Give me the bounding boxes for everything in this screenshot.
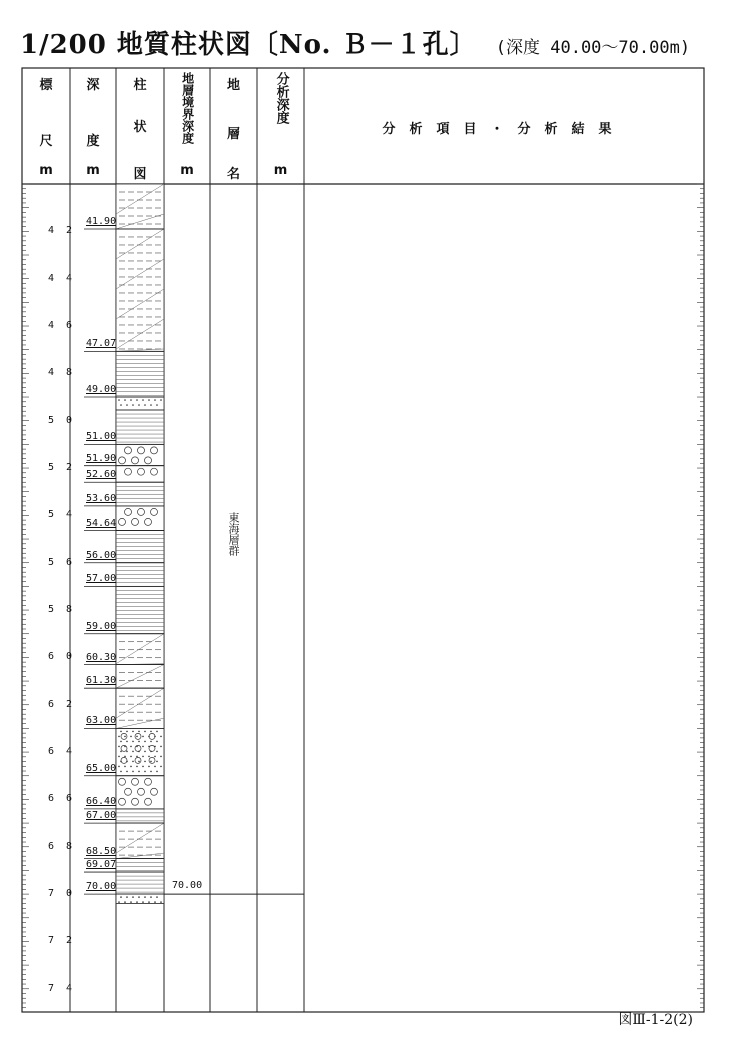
header-depth-unit: m bbox=[86, 163, 100, 178]
sand-dot bbox=[126, 731, 128, 733]
sand-dot bbox=[132, 761, 134, 763]
sand-dot bbox=[156, 751, 158, 753]
header-boundary-label: 地層境界深度 bbox=[180, 72, 195, 144]
sand-dot bbox=[148, 399, 150, 401]
layer-gravel bbox=[116, 444, 164, 465]
sand-dot bbox=[126, 771, 128, 773]
sand-dot bbox=[156, 896, 158, 898]
depth-label: 69.07 bbox=[86, 859, 117, 871]
sand-dot bbox=[130, 766, 132, 768]
scale-label: 7 0 bbox=[48, 888, 76, 900]
sand-dot bbox=[126, 404, 128, 406]
sand-dot bbox=[144, 761, 146, 763]
header-column bbox=[116, 68, 164, 184]
layer-clay bbox=[116, 859, 164, 872]
scale-label: 4 4 bbox=[48, 272, 76, 284]
sand-dot bbox=[154, 901, 156, 903]
scale-label: 7 2 bbox=[48, 935, 76, 947]
sand-dot bbox=[120, 896, 122, 898]
depth-label: 67.00 bbox=[86, 810, 117, 822]
sand-dot bbox=[144, 731, 146, 733]
sand-dot bbox=[120, 741, 122, 743]
sand-dot bbox=[120, 731, 122, 733]
sand-dot bbox=[118, 746, 120, 748]
sand-dot bbox=[126, 751, 128, 753]
scale-label: 5 4 bbox=[48, 509, 76, 521]
scale-label: 4 6 bbox=[48, 320, 76, 332]
layer-clay bbox=[116, 351, 164, 397]
sand-dot bbox=[118, 756, 120, 758]
sand-dot bbox=[138, 731, 140, 733]
sand-dot bbox=[156, 404, 158, 406]
sand-dot bbox=[156, 741, 158, 743]
layer-sand bbox=[116, 397, 164, 410]
sand-dot bbox=[120, 751, 122, 753]
header-boundary-unit: m bbox=[180, 163, 194, 178]
header-depth-2: 度 bbox=[86, 134, 100, 149]
layer-clay bbox=[116, 410, 164, 444]
header-scale-unit: m bbox=[39, 163, 53, 178]
scale-label: 6 2 bbox=[48, 698, 76, 710]
sand-dot bbox=[142, 399, 144, 401]
depth-label: 41.90 bbox=[86, 215, 117, 227]
header-analysis-depth-unit: m bbox=[273, 163, 288, 178]
depth-label: 60.30 bbox=[86, 651, 117, 663]
layer-gravel bbox=[116, 776, 164, 809]
sand-dot bbox=[130, 756, 132, 758]
sand-dot bbox=[136, 901, 138, 903]
layer-sand bbox=[116, 894, 164, 903]
sand-dot bbox=[118, 901, 120, 903]
header-analysis bbox=[304, 68, 704, 184]
sand-dot bbox=[118, 736, 120, 738]
depth-label: 59.00 bbox=[86, 620, 117, 632]
scale-label: 4 8 bbox=[48, 367, 76, 379]
header-depth-1: 深 bbox=[86, 78, 100, 93]
sand-dot bbox=[132, 741, 134, 743]
layer-clay bbox=[116, 872, 164, 894]
sand-dot bbox=[132, 896, 134, 898]
depth-label: 66.40 bbox=[86, 795, 117, 807]
sand-dot bbox=[130, 901, 132, 903]
sand-dot bbox=[130, 736, 132, 738]
sand-dot bbox=[124, 756, 126, 758]
scale-label: 5 8 bbox=[48, 604, 76, 616]
sand-dot bbox=[144, 741, 146, 743]
header-boundary-depth bbox=[164, 68, 210, 184]
sand-dot bbox=[138, 741, 140, 743]
sand-dot bbox=[142, 766, 144, 768]
sand-dot bbox=[156, 731, 158, 733]
header-formation-3: 名 bbox=[226, 167, 240, 182]
header-column-3: 図 bbox=[133, 167, 147, 182]
header-column-2: 状 bbox=[133, 120, 147, 135]
sand-dot bbox=[160, 399, 162, 401]
scale-label: 7 4 bbox=[48, 982, 76, 994]
sand-dot bbox=[150, 761, 152, 763]
sand-dot bbox=[118, 766, 120, 768]
sand-dot bbox=[160, 736, 162, 738]
layer-silt bbox=[116, 688, 164, 728]
sand-dot bbox=[144, 771, 146, 773]
header-analysis-depth-label: 分析深度 bbox=[273, 72, 289, 124]
header-analysis-depth bbox=[257, 68, 304, 184]
sand-dot bbox=[124, 399, 126, 401]
sand-dot bbox=[154, 766, 156, 768]
title-depth-range: (深度 40.00～70.00m) bbox=[495, 38, 691, 58]
header-scale-1: 標 bbox=[39, 78, 53, 93]
depth-label: 53.60 bbox=[86, 492, 117, 504]
sand-dot bbox=[138, 761, 140, 763]
boundary-depth-value: 70.00 bbox=[172, 880, 203, 891]
scale-label: 6 4 bbox=[48, 746, 76, 758]
depth-label: 57.00 bbox=[86, 573, 117, 585]
header-formation-1: 地 bbox=[226, 78, 240, 93]
sand-dot bbox=[132, 731, 134, 733]
sand-dot bbox=[136, 766, 138, 768]
depth-label: 70.00 bbox=[86, 881, 117, 893]
sand-dot bbox=[130, 399, 132, 401]
header-formation bbox=[210, 68, 257, 184]
sand-dot bbox=[142, 746, 144, 748]
depth-label: 51.90 bbox=[86, 452, 117, 464]
sand-dot bbox=[160, 766, 162, 768]
depth-label: 54.64 bbox=[86, 517, 117, 529]
sand-dot bbox=[156, 771, 158, 773]
sand-dot bbox=[138, 771, 140, 773]
depth-label: 68.50 bbox=[86, 845, 117, 857]
depth-label: 63.00 bbox=[86, 715, 117, 727]
sand-dot bbox=[156, 761, 158, 763]
depth-label: 51.00 bbox=[86, 431, 117, 443]
sand-dot bbox=[144, 404, 146, 406]
figure-number: 図Ⅲ-1-2(2) bbox=[618, 1012, 693, 1028]
header-column-1: 柱 bbox=[133, 78, 147, 93]
depth-label: 47.07 bbox=[86, 338, 117, 350]
sand-dot bbox=[136, 399, 138, 401]
sand-dot bbox=[138, 896, 140, 898]
title-main: 1/200 地質柱状図〔No. Ｂ－１孔〕 bbox=[20, 30, 477, 60]
depth-label: 61.30 bbox=[86, 675, 117, 687]
sand-dot bbox=[138, 404, 140, 406]
sand-dot bbox=[118, 399, 120, 401]
scale-label: 6 0 bbox=[48, 651, 76, 663]
sand-dot bbox=[120, 404, 122, 406]
sand-dot bbox=[136, 756, 138, 758]
header-depth bbox=[70, 68, 116, 184]
sand-dot bbox=[154, 756, 156, 758]
layer-silt bbox=[116, 184, 164, 229]
sand-dot bbox=[150, 731, 152, 733]
sand-dot bbox=[120, 771, 122, 773]
sand-dot bbox=[148, 756, 150, 758]
header-scale bbox=[22, 68, 70, 184]
sand-dot bbox=[148, 901, 150, 903]
layer-silt bbox=[116, 823, 164, 859]
scale-label: 5 6 bbox=[48, 556, 76, 568]
sand-dot bbox=[126, 741, 128, 743]
sand-dot bbox=[144, 751, 146, 753]
sand-dot bbox=[130, 746, 132, 748]
depth-label: 49.00 bbox=[86, 384, 117, 396]
sand-dot bbox=[142, 736, 144, 738]
sand-dot bbox=[160, 756, 162, 758]
depth-label: 52.60 bbox=[86, 469, 117, 481]
sand-dot bbox=[126, 896, 128, 898]
sand-dot bbox=[148, 766, 150, 768]
scale-label: 5 0 bbox=[48, 414, 76, 426]
sand-dot bbox=[132, 771, 134, 773]
sand-dot bbox=[144, 896, 146, 898]
sand-dot bbox=[132, 404, 134, 406]
sand-dot bbox=[132, 751, 134, 753]
sand-dot bbox=[142, 901, 144, 903]
depth-label: 56.00 bbox=[86, 549, 117, 561]
depth-label: 65.00 bbox=[86, 762, 117, 774]
sand-dot bbox=[150, 771, 152, 773]
sand-dot bbox=[136, 736, 138, 738]
scale-label: 6 6 bbox=[48, 793, 76, 805]
header-formation-2: 層 bbox=[226, 127, 240, 142]
formation-name: 東海層群 bbox=[227, 512, 240, 556]
header-scale-2: 尺 bbox=[39, 134, 53, 149]
scale-label: 6 8 bbox=[48, 840, 76, 852]
sand-dot bbox=[124, 901, 126, 903]
sand-dot bbox=[124, 736, 126, 738]
sand-dot bbox=[150, 741, 152, 743]
header-analysis-label: 分析項目・分析結果 bbox=[382, 122, 626, 137]
sand-dot bbox=[150, 896, 152, 898]
scale-label: 4 2 bbox=[48, 225, 76, 237]
sand-dot bbox=[124, 766, 126, 768]
sand-dot bbox=[154, 399, 156, 401]
scale-label: 5 2 bbox=[48, 462, 76, 474]
sand-dot bbox=[160, 746, 162, 748]
sand-dot bbox=[160, 901, 162, 903]
sand-dot bbox=[150, 404, 152, 406]
sand-dot bbox=[142, 756, 144, 758]
